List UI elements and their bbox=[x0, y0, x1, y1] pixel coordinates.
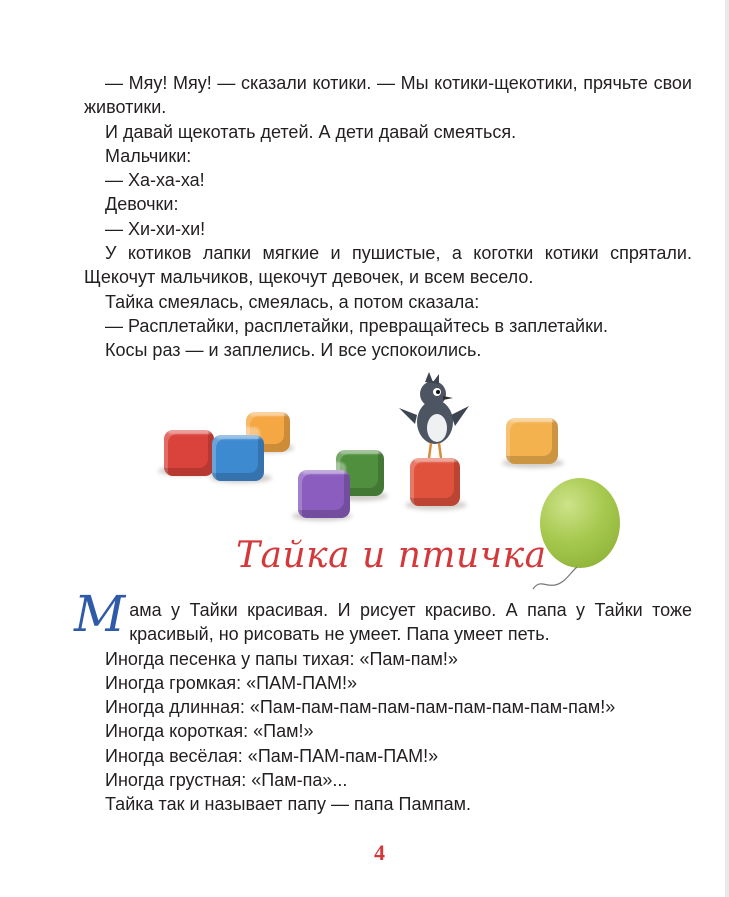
red-block bbox=[164, 430, 214, 476]
previous-story-text bbox=[84, 71, 692, 363]
drop-cap: М bbox=[74, 585, 126, 643]
first-paragraph bbox=[74, 585, 692, 647]
paragraph: — Мяу! Мяу! — сказали котики. — Мы котики-щекотики, прячьте свои животики. bbox=[84, 73, 692, 118]
story-title: Тайка и птичка bbox=[236, 535, 547, 576]
paragraph: Иногда короткая: «Пам!» bbox=[105, 721, 314, 742]
paragraph: Иногда громкая: «ПАМ-ПАМ!» bbox=[105, 672, 358, 693]
story-text bbox=[74, 585, 692, 817]
paragraph: Косы раз — и заплелись. И все успокоились. bbox=[105, 340, 482, 361]
yellow-block bbox=[506, 418, 558, 464]
balloon-icon bbox=[540, 478, 620, 568]
paragraph: Мальчики: bbox=[105, 145, 192, 166]
paragraph: Иногда грустная: «Пам-па»... bbox=[105, 770, 348, 791]
paragraph: Тайка смеялась, смеялась, а потом сказала: bbox=[105, 291, 480, 312]
paragraph: Иногда весёлая: «Пам-ПАМ-пам-ПАМ!» bbox=[105, 745, 439, 766]
paragraph: Девочки: bbox=[105, 194, 179, 215]
blue-block bbox=[212, 435, 264, 481]
paragraph: — Ха-ха-ха! bbox=[105, 170, 205, 191]
paragraph: Иногда длинная: «Пам-пам-пам-пам-пам-пам-пам-пам-пам!» bbox=[105, 697, 616, 718]
paragraph: — Хи-хи-хи! bbox=[105, 218, 206, 239]
paragraph: — Расплетайки, расплетайки, превращайтесь в заплетайки. bbox=[105, 315, 609, 336]
paragraph: Иногда песенка у папы тихая: «Пам-пам!» bbox=[105, 648, 458, 669]
paragraph: Тайка так и называет папу — папа Пампам. bbox=[105, 794, 471, 815]
red-block-under-bird bbox=[410, 458, 460, 506]
paragraph: И давай щекотать детей. А дети давай смеяться. bbox=[105, 121, 517, 142]
first-paragraph-text: ама у Тайки красивая. И рисует красиво. А папа у Тайки тоже красивый, но рисовать не умеет. Папа умеет петь. bbox=[129, 600, 692, 645]
bird-icon bbox=[395, 370, 475, 460]
purple-block bbox=[298, 470, 350, 518]
paragraph: У котиков лапки мягкие и пушистые, а коготки котики спрятали. Щекочут мальчиков, щекочут девочек, и всем весело. bbox=[84, 243, 692, 288]
page-number: 4 bbox=[374, 840, 385, 865]
